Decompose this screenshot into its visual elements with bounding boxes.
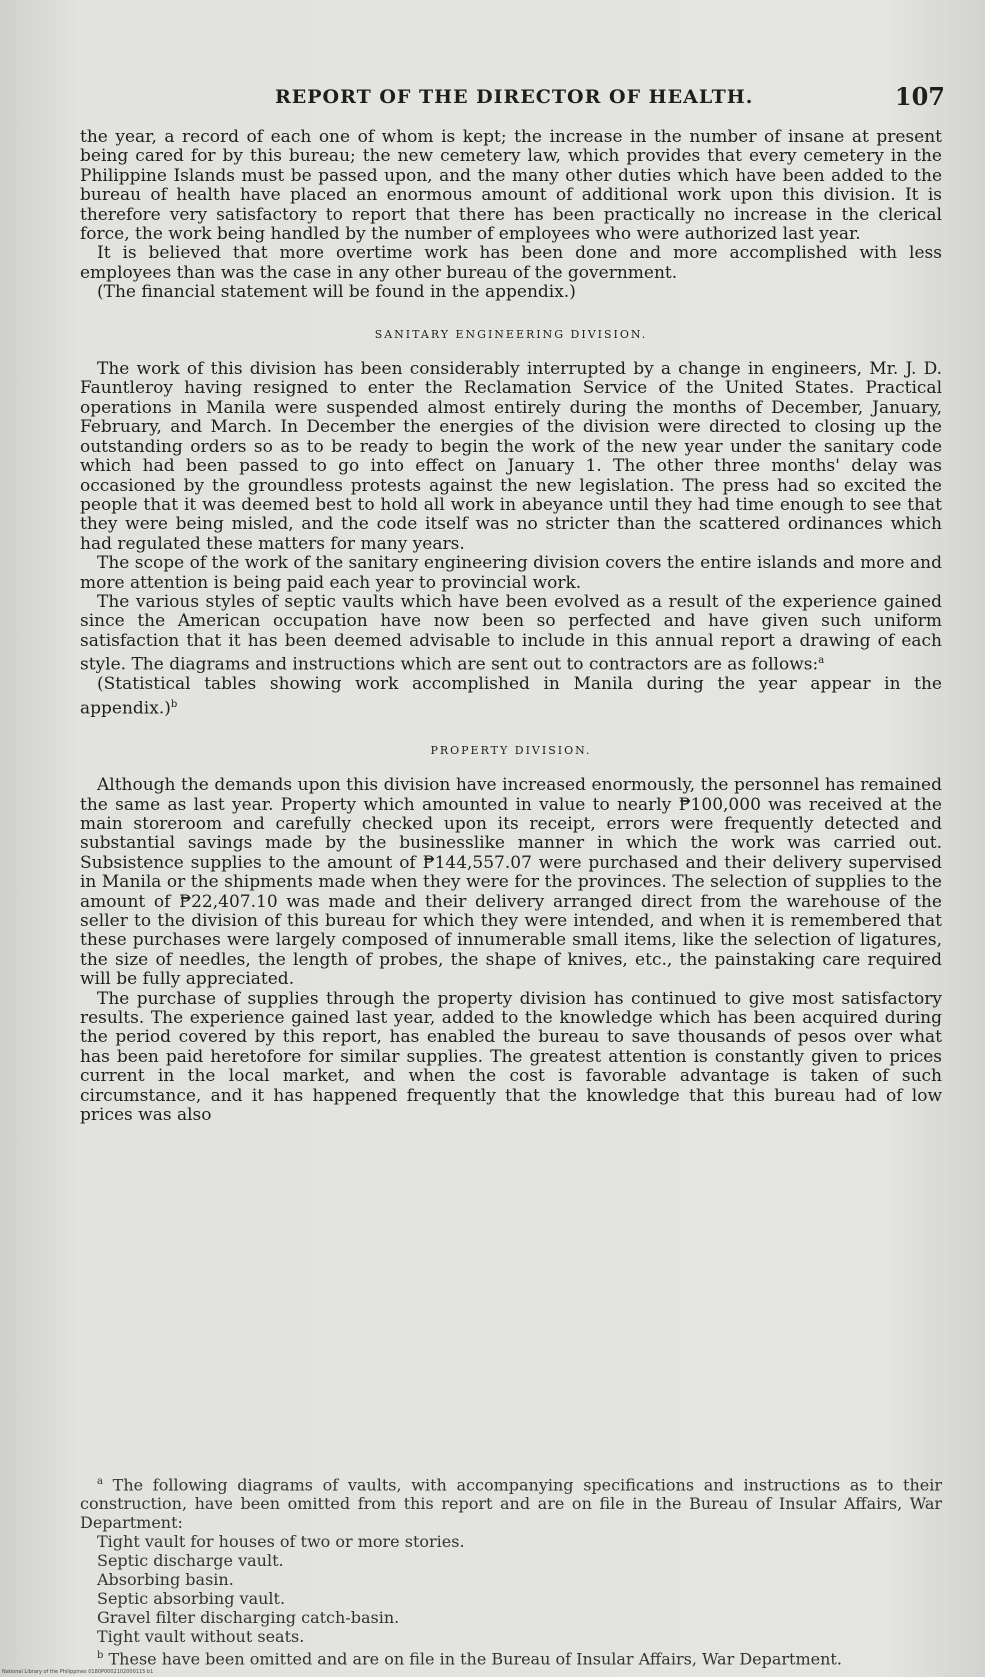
footnote-ref-a: a	[818, 655, 825, 667]
footnote-list-item: Tight vault for houses of two or more stories.	[97, 1532, 465, 1552]
footnote-text: The following diagrams of vaults, with accompanying specifications and instructions as to their construction, have been omitted from this report and are on file in the Bureau of Insular Affairs, War Department:	[80, 1475, 942, 1533]
paragraph: It is believed that more overtime work has been done and more accomplished with less employees than was the case in any other bureau of the government.	[80, 243, 942, 283]
footnote-list-item: Gravel filter discharging catch-basin.	[97, 1608, 400, 1628]
page-number: 107	[894, 82, 945, 111]
paragraph: (The financial statement will be found in the appendix.)	[97, 282, 576, 303]
footnote-text: These have been omitted and are on file in the Bureau of Insular Affairs, War Department.	[108, 1649, 842, 1669]
footnote-marker: a	[97, 1476, 103, 1487]
section-heading-property: PROPERTY DIVISION.	[430, 743, 592, 757]
footnote-list-item: Absorbing basin.	[97, 1570, 234, 1590]
footnote-marker: b	[97, 1650, 104, 1662]
footnote-b	[80, 1646, 942, 1668]
footnote-list-item: Tight vault without seats.	[97, 1627, 305, 1647]
scan-credit: National Library of the Philippines 0180P0002102000115 b1	[2, 1669, 154, 1675]
section-heading-sanitary: SANITARY ENGINEERING DIVISION.	[374, 327, 648, 341]
paragraph: Although the demands upon this division have increased enormously, the personnel has remained the same as last year. Property which amounted in value to nearly ₱100,000 was received at the main storeroom and carefully checked upon its receipt, errors were frequently detected and substantial savings made by the businesslike manner in which the work was carried out. Subsistence supplies to the amount of ₱144,557.07 were purchased and their delivery supervised in Manila or the shipments made when they were for the provinces. The selection of supplies to the amount of ₱22,407.10 was made and their delivery arranged direct from the warehouse of the seller to the division of this bureau for which they were intended, and when it is remembered that these purchases were largely composed of innumerable small items, like the selection of ligatures, the size of needles, the length of probes, the shape of knives, etc., the painstaking care required will be fully appreciated.	[80, 775, 942, 990]
footnote-a	[80, 1472, 942, 1532]
footnote-list-item: Septic discharge vault.	[97, 1551, 284, 1571]
paragraph: The work of this division has been considerably interrupted by a change in engineers, Mr. J. D. Fauntleroy having resigned to enter the Reclamation Service of the United States. Practical operations in Manila were suspended almost entirely during the months of December, January, February, and March. In December the energies of the division were directed to closing up the outstanding orders so as to be ready to begin the work of the new year under the sanitary code which had been passed to go into effect on January 1. The other three months' delay was occasioned by the groundless protests against the new legislation. The press had so excited the people that it was deemed best to hold all work in abeyance until they had time enough to see that they were being misled, and the code itself was no stricter than the scattered ordinances which had regulated these matters for many years.	[80, 359, 942, 554]
paragraph	[80, 675, 942, 718]
paragraph	[80, 593, 942, 675]
footnote-list-item: Septic absorbing vault.	[97, 1589, 286, 1609]
footnotes	[80, 1472, 942, 1669]
paragraph: The purchase of supplies through the property division has continued to give most satisfactory results. The experience gained last year, added to the knowledge which has been acquired during the period covered by this report, has enabled the bureau to save thousands of pesos over what has been paid heretofore for similar supplies. The greatest attention is constantly given to prices current in the local market, and when the cost is favorable advantage is taken of such circumstance, and it has happened frequently that the knowledge that this bureau had of low prices was also	[80, 988, 942, 1125]
body-text	[80, 128, 942, 1125]
page-header	[80, 82, 945, 122]
footnote-ref-b: b	[170, 698, 178, 710]
paragraph-text: (Statistical tables showing work accomplished in Manila during the year appear in the appendix.)	[80, 674, 942, 719]
paragraph: the year, a record of each one of whom is kept; the increase in the number of insane at present being cared for by this bureau; the new cemetery law, which provides that every cemetery in the Philippine Islands must be passed upon, and the many other duties which have been added to the bureau of health have placed an enormous amount of additional work upon this division. It is therefore very satisfactory to report that there has been practically no increase in the clerical force, the work being handled by the number of employees who were authorized last year.	[80, 127, 942, 245]
running-title: REPORT OF THE DIRECTOR OF HEALTH.	[275, 86, 754, 108]
paragraph: The scope of the work of the sanitary engineering division covers the entire islands and more and more attention is being paid each year to provincial work.	[80, 553, 942, 593]
paragraph-text: The various styles of septic vaults which have been evolved as a result of the experience gained since the American occupation have now been so perfected and have given such uniform satisfaction that it has been deemed advisable to include in this annual report a drawing of each style. The diagrams and instructions which are sent out to contractors are as follows:	[80, 591, 942, 675]
